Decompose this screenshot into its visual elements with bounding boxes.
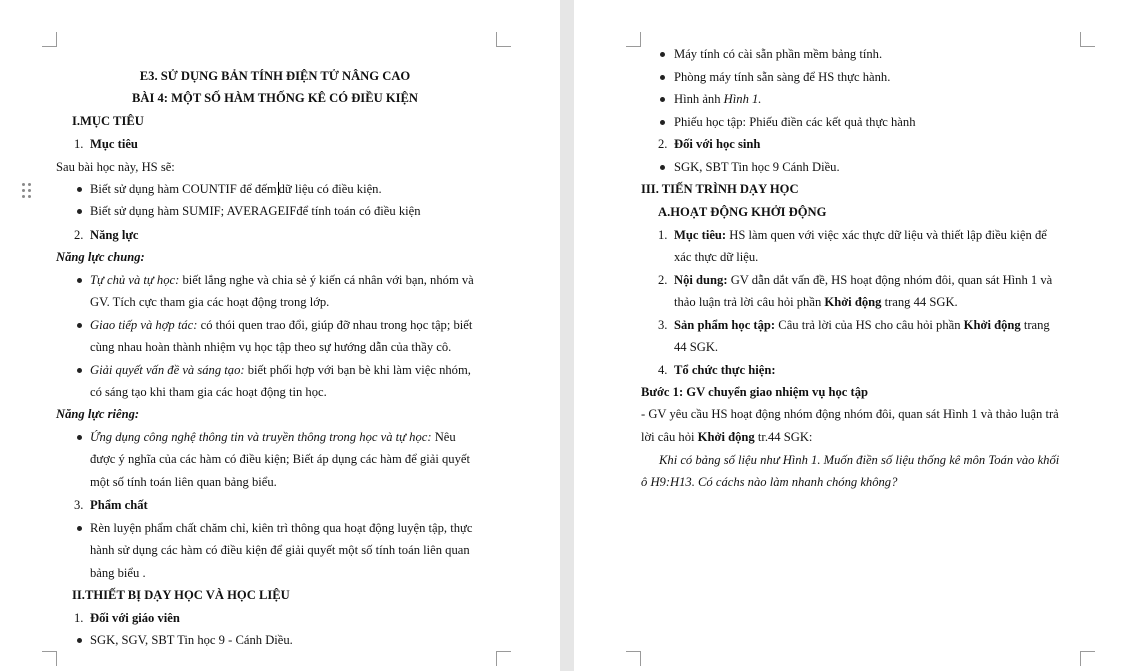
page-gap [560,0,574,671]
list-item-continuation: được ý nghĩa của các hàm có điều kiện; Biết áp dụng các hàm để giải quyết [90,452,470,466]
list-item-continuation: có sáng tạo khi tham gia các hoạt động tin học. [90,385,327,399]
list-item: Tổ chức thực hiện: [674,363,776,377]
list-item: SGK, SGV, SBT Tin học 9 - Cánh Diều. [90,633,293,647]
corner-mark-bottom-right [1080,651,1095,666]
list-item: Giải quyết vấn đề và sáng tạo: biết phối hợp với bạn bè khi làm việc nhóm, [90,363,471,377]
list-item: Nội dung: GV dẫn dắt vấn đề, HS hoạt động nhóm đôi, quan sát Hình 1 và [674,273,1053,287]
subheading-general-competence: Năng lực chung: [56,250,145,264]
list-number: 4. [658,363,668,377]
list-item: Mục tiêu: HS làm quen với việc xác thực dữ liệu và thiết lập điều kiện để [674,228,1047,242]
list-item: Phiếu học tập: Phiếu điền các kết quả thực hành [674,115,916,129]
item-heading-competence: Năng lực [90,228,139,242]
list-item: Phòng máy tính sẵn sàng để HS thực hành. [674,70,891,84]
corner-mark-bottom-left [626,651,641,666]
list-item-continuation: bảng biểu . [90,566,146,580]
list-item: Giao tiếp và hợp tác: có thói quen trao đổi, giúp đỡ nhau trong học tập; biết [90,318,473,332]
bullet [660,165,665,170]
paragraph-continuation: lời câu hỏi Khởi động tr.44 SGK: [641,430,813,444]
question-text: Khi có bảng số liệu như Hình 1. Muốn điền số liệu thống kê môn Toán vào khối [659,453,1060,467]
list-number: 1. [658,228,668,242]
list-item-continuation: hành sử dụng các hàm có điều kiện để giải quyết một số tính toán liên quan [90,543,470,557]
corner-mark-bottom-left [42,651,57,666]
list-number: 2. [658,137,668,151]
drag-handle-icon[interactable] [22,183,32,199]
document-page-2[interactable] [574,0,1121,671]
item-heading-goals: Mục tiêu [90,137,138,151]
list-item: Biết sử dụng hàm SUMIF; AVERAGEIFđể tính toán có điều kiện [90,204,421,218]
list-item-continuation: thảo luận trả lời câu hỏi phần Khởi động trang 44 SGK. [674,295,958,309]
corner-mark-top-right [496,32,511,47]
section-heading-materials: II.THIẾT BỊ DẠY HỌC VÀ HỌC LIỆU [72,588,290,602]
paragraph: - GV yêu cầu HS hoạt động nhóm động nhóm đôi, quan sát Hình 1 và thảo luận trả [641,407,1059,421]
item-heading-student: Đối với học sinh [674,137,761,151]
list-item: Ứng dụng công nghệ thông tin và truyền thông trong học và tự học: Nêu [90,430,456,444]
bullet [77,187,82,192]
section-heading-process: III. TIẾN TRÌNH DẠY HỌC [641,182,799,196]
list-item-continuation: cùng nhau hoàn thành nhiệm vụ học tập theo sự hướng dẫn của thầy cô. [90,340,452,354]
list-item: Sản phẩm học tập: Câu trả lời của HS cho câu hỏi phần Khởi động trang [674,318,1050,332]
bullet [660,75,665,80]
bullet [660,52,665,57]
step-heading: Bước 1: GV chuyển giao nhiệm vụ học tập [641,385,869,399]
subheading-specific-competence: Năng lực riêng: [56,407,140,421]
item-heading-qualities: Phẩm chất [90,498,148,512]
bullet [77,526,82,531]
list-item: Biết sử dụng hàm COUNTIF để đếm dữ liệu có điều kiện. [90,182,382,196]
item-heading-teacher: Đối với giáo viên [90,611,180,625]
list-item-continuation: xác thực dữ liệu. [674,250,759,264]
list-item-continuation: GV. Tích cực tham gia các hoạt động trong lớp. [90,295,330,309]
list-item-continuation: 44 SGK. [674,340,719,354]
bullet [77,323,82,328]
corner-mark-bottom-right [496,651,511,666]
list-item-continuation: một số tính toán liên quan bảng biểu. [90,475,277,489]
document-title: E3. SỬ DỤNG BẢN TÍNH ĐIỆN TỬ NÂNG CAO [139,69,411,83]
section-heading-objectives: I.MỤC TIÊU [72,114,144,128]
list-item: Máy tính có cài sẵn phần mềm bảng tính. [674,47,883,61]
corner-mark-top-right [1080,32,1095,47]
list-number: 3. [74,498,84,512]
bullet [77,435,82,440]
list-item: Tự chủ và tự học: biết lắng nghe và chia sẻ ý kiến cá nhân với bạn, nhóm và [90,273,474,287]
bullet [660,120,665,125]
bullet [77,368,82,373]
document-page-1[interactable] [0,0,560,671]
section-heading-warmup: A.HOẠT ĐỘNG KHỞI ĐỘNG [658,205,827,219]
bullet [77,638,82,643]
bullet [77,209,82,214]
list-number: 1. [74,137,84,151]
intro-text: Sau bài học này, HS sẽ: [56,160,175,174]
bullet [660,97,665,102]
question-text-continuation: ô H9:H13. Có cáchs nào làm nhanh chóng không? [641,475,898,489]
corner-mark-top-left [42,32,57,47]
bullet [77,278,82,283]
list-item: Hình ảnh Hình 1. [674,92,762,106]
lesson-title: BÀI 4: MỘT SỐ HÀM THỐNG KÊ CÓ ĐIỀU KIỆN [131,91,419,105]
list-item: SGK, SBT Tin học 9 Cánh Diều. [674,160,840,174]
corner-mark-top-left [626,32,641,47]
list-number: 2. [74,228,84,242]
list-number: 2. [658,273,668,287]
list-number: 1. [74,611,84,625]
list-number: 3. [658,318,668,332]
list-item: Rèn luyện phẩm chất chăm chỉ, kiên trì thông qua hoạt động luyện tập, thực [90,521,473,535]
